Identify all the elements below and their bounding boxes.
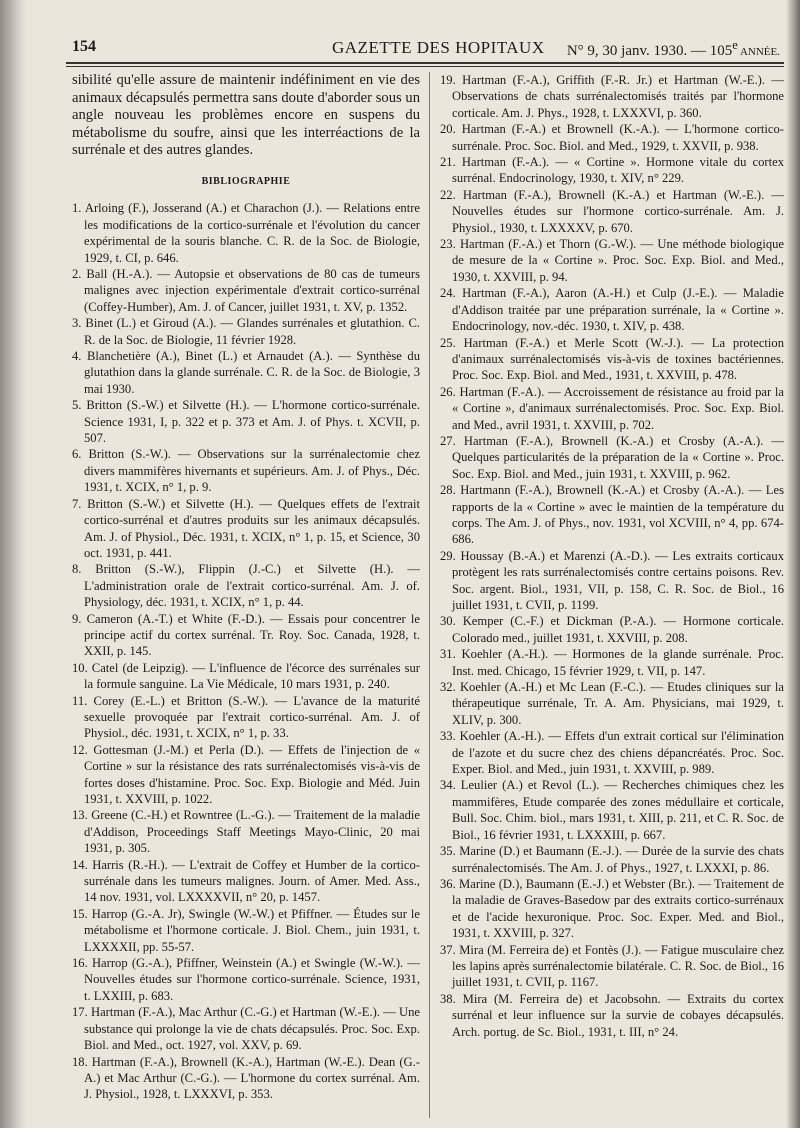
bibliography-entry: 28. Hartmann (F.-A.), Brownell (K.-A.) et Crosby (A.-A.). — Les rapports de la « Cortine » avec le maintien de la température du corps. The Am. J. of Phys., nov. 1931, vol XCVIII, n° 4, pp. 674-686. (440, 483, 784, 547)
bibliography-entry: 2. Ball (H.-A.). — Autopsie et observations de 80 cas de tumeurs malignes avec injection expérimentale d'extrait cortico-surrénal (Coffey-Humber), Am. J. of Cancer, juillet 1931, t. XV, p. 1352. (72, 267, 420, 314)
column-divider (429, 72, 430, 1118)
bibliography-entry: 3. Binet (L.) et Giroud (A.). — Glandes surrénales et glutathion. C. R. de la Soc. de Biologie, 11 février 1928. (72, 316, 420, 347)
bibliography-entry: 12. Gottesman (J.-M.) et Perla (D.). — Effets de l'injection de « Cortine » sur la résistance des rats surrénalectomisés vis-à-vis de fortes doses d'histamine. Proc. Soc. Exp. Biologie and Méd. Juin 1931, t. XXVIII, p. 1022. (72, 742, 420, 806)
bibliography-entry: 6. Britton (S.-W.). — Observations sur la surrénalectomie chez divers mammifères hivernants et supérieurs. Am. J. of Phys., Déc. 1931, t. XCIX, n° 1, p. 9. (72, 447, 420, 495)
bibliography-entry: 10. Catel (de Leipzig). — L'influence de l'écorce des surrénales sur la formule sanguine. La Vie Médicale, 10 mars 1931, p. 240. (72, 660, 420, 692)
bibliography-entry: 16. Harrop (G.-A.), Pfiffner, Weinstein (A.) et Swingle (W.-W.). — Nouvelles études sur l'hormone cortico-surrénale. Science, 1931, t. LXXIII, p. 683. (72, 956, 420, 1003)
bibliography-entry: 1. Arloing (F.), Josserand (A.) et Charachon (J.). — Relations entre les modifications de la cortico-surrénale et l'évolution du cancer expérimental de la souris blanche. C. R. de la Soc. de Biologie, 1929, t. CI, p. 646. (72, 201, 420, 265)
bibliography-entry: 24. Hartman (F.-A.), Aaron (A.-H.) et Culp (J.-E.). — Maladie d'Addison traitée par une préparation surrénale, la « Cortine ». Endocrinology, nov.-déc. 1930, t. XIV, p. 438. (440, 286, 784, 334)
bibliography-entry: 23. Hartman (F.-A.) et Thorn (G.-W.). — Une méthode biologique de mesure de la « Cortine ». Proc. Soc. Exp. Biol. and Med., 1930, t. XXVIII, p. 94. (440, 237, 784, 284)
bibliography-entry: 14. Harris (R.-H.). — L'extrait de Coffey et Humber de la cortico-surrénale dans les tumeurs malignes. Journ. of Amer. Med. Ass., 14 nov. 1931, vol. LXXXXVII, n° 20, p. 1457. (72, 857, 420, 905)
bibliography-entry: 17. Hartman (F.-A.), Mac Arthur (C.-G.) et Hartman (W.-E.). — Une substance qui prolonge la vie de chats décapsulés. Proc. Soc. Exp. Biol. and Med., oct. 1927, vol. XXV, p. 69. (72, 1005, 420, 1053)
issue-superscript: e (732, 38, 738, 52)
bibliography-entry: 5. Britton (S.-W.) et Silvette (H.). — L'hormone cortico-surrénale. Science 1931, I, p. 322 et p. 373 et Am. J. of Phys. t. XCVII, p. 507. (72, 398, 420, 446)
page-edge-shadow (786, 0, 800, 1128)
bibliography-entry: 33. Koehler (A.-H.). — Effets d'un extrait cortical sur l'élimination de l'azote et du sucre chez des chiens dépancréatés. Proc. Soc. Exper. Biol. and Med., juin 1931, t. XXVIII, p. 989. (440, 729, 784, 777)
bibliography-entry: 35. Marine (D.) et Baumann (E.-J.). — Durée de la survie des chats surrénalectomisés. The Am. J. of Phys., 1927, t. LXXXI, p. 86. (440, 844, 784, 875)
intro-paragraph: sibilité qu'elle assure de maintenir indéfiniment en vie des animaux décapsulés permettra sans doute d'aborder sous un angle nouveau les problèmes encore en suspens du métabolisme du soufre, ainsi que les interréactions de la surrénale et des autres glandes. (72, 72, 420, 159)
running-header (62, 30, 784, 62)
page-number: 154 (72, 38, 96, 55)
journal-title: GAZETTE DES HOPITAUX (332, 38, 545, 57)
issue-main: N° 9, 30 janv. 1930. — 105 (566, 43, 733, 59)
issue-info (567, 38, 780, 60)
bibliography-entry: 32. Koehler (A.-H.) et Mc Lean (F.-C.). — Etudes cliniques sur la thérapeutique surrénale, Tr. A. Am. Physicians, mai 1929, t. XLIV, p. 300. (440, 680, 784, 727)
bibliography-entry: 15. Harrop (G.-A. Jr), Swingle (W.-W.) et Pfiffner. — Études sur le métabolisme et l'hormone corticale. J. Biol. Chem., juin 1931, t. LXXXXII, pp. 55-57. (72, 906, 420, 954)
bibliography-entry: 21. Hartman (F.-A.). — « Cortine ». Hormone vitale du cortex surrénal. Endocrinology, 1930, t. XIV, n° 229. (440, 155, 784, 186)
header-rule-thick (66, 62, 784, 64)
bibliography-entry: 19. Hartman (F.-A.), Griffith (F.-R. Jr.) et Hartman (W.-E.). — Observations de chats surrénalectomisés traités par l'hormone corticale. Am. J. Phys., 1928, t. LXXXVI, p. 360. (440, 73, 784, 120)
binding-shadow (0, 0, 26, 1128)
left-column (72, 72, 420, 1103)
bibliography-entry: 9. Cameron (A.-T.) et White (F.-D.). — Essais pour concentrer le principe actif du cortex surrénal. Tr. Roy. Soc. Canada, 1928, t. XXII, p. 145. (72, 611, 420, 659)
issue-suffix: ANNÉE. (737, 46, 780, 58)
bibliography-entry: 26. Hartman (F.-A.). — Accroissement de résistance au froid par la « Cortine », d'animaux surrénalectomisés. Proc. Soc. Exp. Biol. and Med., avril 1931, t. XXVIII, p. 702. (440, 384, 784, 432)
bibliography-entry: 7. Britton (S.-W.) et Silvette (H.). — Quelques effets de l'extrait cortico-surrénal et d'autres produits sur les animaux décapsulés. Am. J. of Physiol., Déc. 1931, t. XCIX, n° 1, p. 15, et Science, 30 oct. 1931, p. 441. (72, 496, 420, 560)
bibliography-entry: 8. Britton (S.-W.), Flippin (J.-C.) et Silvette (H.). — L'administration orale de l'extrait cortico-surrénal. Am. J. of. Physiology, déc. 1931, t. XCIX, n° 1, p. 44. (72, 562, 420, 610)
bibliography-entry: 4. Blanchetière (A.), Binet (L.) et Arnaudet (A.). — Synthèse du glutathion dans la glande surrénale. C. R. de la Soc. de Biologie, 3 mai 1930. (72, 349, 420, 396)
bibliography-entry: 20. Hartman (F.-A.) et Brownell (K.-A.). — L'hormone cortico-surrénale. Proc. Soc. Biol. and Med., 1929, t. XXVII, p. 938. (440, 122, 784, 153)
bibliography-entry: 31. Koehler (A.-H.). — Hormones de la glande surrénale. Proc. Inst. med. Chicago, 15 février 1929, t. VII, p. 147. (440, 647, 784, 678)
bibliography-entry: 36. Marine (D.), Baumann (E.-J.) et Webster (Br.). — Traitement de la maladie de Graves-Basedow par des extraits cortico-surrénaux et de l'acide hexuronique. Proc. Soc. Exper. Med. and Biol., 1931, t. XXVIII, p. 327. (440, 876, 784, 941)
right-column (440, 72, 784, 1040)
bibliography-heading: BIBLIOGRAPHIE (201, 175, 291, 187)
bibliography-entry: 27. Hartman (F.-A.), Brownell (K.-A.) et Crosby (A.-A.). — Quelques particularités de la préparation de la « Cortine ». Proc. Soc. Exp. Biol. and Med., juin 1931, t. XXVIII, p. 962. (440, 433, 784, 481)
bibliography-entry: 13. Greene (C.-H.) et Rowntree (L.-G.). — Traitement de la maladie d'Addison, Proceedings Staff Meetings Mayo-Clinic, 20 mai 1931, p. 305. (72, 808, 420, 856)
bibliography-entry: 37. Mira (M. Ferreira de) et Fontès (J.). — Fatigue musculaire chez les lapins après surrénalectomie bilatérale. C. R. Soc. de Biol., 16 juillet 1931, t. CVII, p. 1167. (440, 942, 784, 990)
header-rule-thin (66, 66, 784, 67)
bibliography-entry: 30. Kemper (C.-F.) et Dickman (P.-A.). — Hormone corticale. Colorado med., juillet 1931, t. XXVIII, p. 208. (440, 614, 784, 645)
bibliography-entry: 11. Corey (E.-L.) et Britton (S.-W.). — L'avance de la maturité sexuelle provoquée par l'extrait cortico-surrénal. Am. J. of Physiol., déc. 1931, t. XCIX, n° 1, p. 33. (72, 693, 420, 741)
bibliography-entry: 18. Hartman (F.-A.), Brownell (K.-A.), Hartman (W.-E.). Dean (G.-A.) et Mac Arthur (C.-G.). — L'hormone du cortex surrénal. Am. J. Physiol., 1928, t. LXXXVI, p. 353. (72, 1054, 420, 1102)
bibliography-entry: 25. Hartman (F.-A.) et Merle Scott (W.-J.). — La protection d'animaux surrénalectomisés vis-à-vis de toxines bactériennes. Proc. Soc. Exp. Biol. and Med., 1931, t. XXVIII, p. 478. (440, 335, 784, 383)
bibliography-entry: 22. Hartman (F.-A.), Brownell (K.-A.) et Hartman (W.-E.). — Nouvelles études sur l'hormone cortico-surrénale. Am. J. Physiol., 1930, t. LXXXXV, p. 670. (440, 187, 784, 235)
bibliography-entry: 34. Leulier (A.) et Revol (L.). — Recherches chimiques chez les mammifères, Etude comparée des zones médullaire et corticale, Bull. Soc. Chim. biol., mars 1931, t. XIII, p. 211, et C. R. Soc. de Biol., 16 février 1931, t. LXXXIII, p. 667. (440, 778, 784, 842)
bibliography-entry: 29. Houssay (B.-A.) et Marenzi (A.-D.). — Les extraits corticaux protègent les rats surrénalectomisés contre certains poisons. Rev. Soc. argent. Biol., 1931, VII, p. 158, C. R. Soc. de Biol., 16 juillet 1931, t. CVII, p. 1199. (440, 548, 784, 612)
bibliography-entry: 38. Mira (M. Ferreira de) et Jacobsohn. — Extraits du cortex surrénal et leur influence sur la survie de cobayes décapsulés. Arch. portug. de Sc. Biol., 1931, t. III, n° 24. (440, 991, 784, 1039)
